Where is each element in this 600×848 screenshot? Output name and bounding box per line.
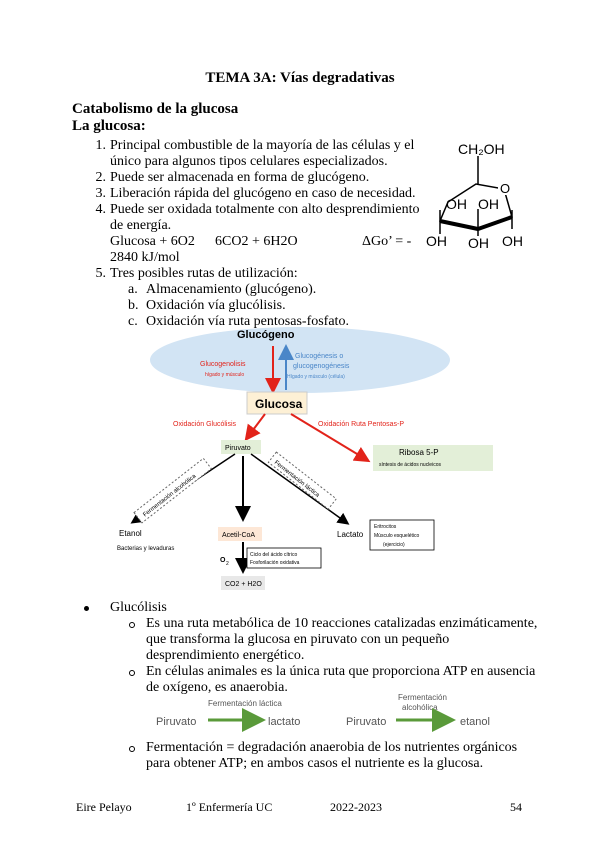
glucogenesis-label: Glucogénesis o xyxy=(295,353,344,360)
piruvato-1: Piruvato xyxy=(156,716,197,728)
list-item-line: único para algunos tipos celulares especializados. xyxy=(110,154,388,169)
oh-label: OH xyxy=(468,235,489,250)
ciclo-line: Fosforilación oxidativa xyxy=(250,560,300,566)
list-number: 3. xyxy=(95,186,106,201)
glucogenolisis-label: Glucogenolisis xyxy=(200,361,246,368)
equation-delta-g: ΔGo’ = - xyxy=(362,234,412,249)
ox-glucolisis-label: Oxidación Glucólisis xyxy=(173,421,237,428)
piruvato-label: Piruvato xyxy=(225,445,251,452)
co2-label: CO2 + H2O xyxy=(225,581,262,588)
list-number: 4. xyxy=(95,202,106,217)
glycogen-ellipse xyxy=(150,327,450,393)
paragraph-line: Es una ruta metabólica de 10 reacciones catalizadas enzimáticamente, xyxy=(146,616,538,631)
alcoholic-fermentation-tag xyxy=(134,458,211,522)
footer-author: Eire Pelayo xyxy=(76,800,132,814)
sub-item-label: b. xyxy=(128,298,139,313)
ferm-lact-label: Fermentación láctica xyxy=(272,459,321,499)
glucogenolisis-sub: hígado y músculo xyxy=(205,372,245,378)
etanol-label: Etanol xyxy=(119,529,142,538)
paragraph-line: En células animales es la única ruta que proporciona ATP en ausencia xyxy=(146,664,536,679)
sub-item-label: c. xyxy=(128,314,138,329)
oh-label: OH xyxy=(478,196,499,212)
list-number: 1. xyxy=(95,138,106,153)
o2-label: O xyxy=(220,557,226,564)
list-item-line: Liberación rápida del glucógeno en caso de necesidad. xyxy=(110,186,416,201)
eritro-line: Músculo esquelético xyxy=(374,533,420,539)
lactato-label: Lactato xyxy=(337,530,364,539)
paragraph-line: para obtener ATP; en ambos casos el nutriente es la glucosa. xyxy=(146,756,484,771)
sub-bullet xyxy=(129,746,135,752)
glycolysis-arrow xyxy=(247,414,265,438)
lactate-arrow xyxy=(251,454,347,523)
section-heading: Catabolismo de la glucosa xyxy=(72,101,239,117)
ciclo-line: Ciclo del ácido cítrico xyxy=(250,552,298,558)
list-number: 5. xyxy=(95,266,106,281)
paragraph-line: Fermentación = degradación anaerobia de los nutrientes orgánicos xyxy=(146,740,518,755)
glucogenesis-sub: Hígado y músculo (célula) xyxy=(287,374,345,380)
lactato-product: lactato xyxy=(268,716,301,728)
list-item-line: Puede ser oxidada totalmente con alto desprendimiento xyxy=(110,202,420,217)
page-title: TEMA 3A: Vías degradativas xyxy=(205,70,395,86)
metabolism-diagram xyxy=(115,326,510,598)
footer-year: 2022-2023 xyxy=(330,800,382,814)
alcoholic-label-1: Fermentación xyxy=(398,693,447,702)
bullet xyxy=(84,606,89,611)
list-item-line: Tres posibles rutas de utilización: xyxy=(110,266,298,281)
ribosa-sub: síntesis de ácidos nucleicos xyxy=(379,462,441,468)
etanol-sub: Bacterias y levaduras xyxy=(117,546,175,552)
footer-page: 54 xyxy=(510,800,522,814)
fermentation-diagram xyxy=(150,692,510,732)
footer-course: 1º Enfermería UC xyxy=(186,800,273,814)
ch2oh-label: CH₂OH xyxy=(458,141,505,157)
list-item-line: Principal combustible de la mayoría de las células y el xyxy=(110,138,415,153)
sub-item-text: Almacenamiento (glucógeno). xyxy=(146,282,317,297)
oh-label: OH xyxy=(446,196,467,212)
glucogenesis-label-2: glucogenogénesis xyxy=(293,363,350,370)
ox-pentosas-label: Oxidación Ruta Pentosas-P xyxy=(318,421,404,428)
sub-item-label: a. xyxy=(128,282,138,297)
o2-subscript: 2 xyxy=(226,561,229,567)
acetil-label: Acetil-CoA xyxy=(222,532,256,539)
list-number: 2. xyxy=(95,170,106,185)
ferm-alc-label: Fermentación alcohólica xyxy=(142,473,198,519)
paragraph-line: de oxígeno, es anaerobia. xyxy=(146,680,288,695)
oxygen-label: O xyxy=(500,181,511,196)
equation-right: 6CO2 + 6H2O xyxy=(215,234,298,249)
alcoholic-label-2: alcohólica xyxy=(402,703,438,712)
glucose-structure xyxy=(418,134,528,250)
eritro-line: Eritrocitos xyxy=(374,524,397,530)
list-item-line: de energía. xyxy=(110,218,172,233)
glucogeno-label: Glucógeno xyxy=(237,329,295,341)
lactic-label: Fermentación láctica xyxy=(208,699,282,708)
sub-bullet xyxy=(129,622,135,628)
etanol-product: etanol xyxy=(460,716,490,728)
subheading: La glucosa: xyxy=(72,118,146,134)
bold-bond xyxy=(440,221,478,229)
piruvato-2: Piruvato xyxy=(346,716,387,728)
paragraph-line: que transforma la glucosa en piruvato con un pequeño xyxy=(146,632,450,647)
lactic-fermentation-tag xyxy=(268,452,336,509)
sub-item-text: Oxidación vía glucólisis. xyxy=(146,298,286,313)
sub-item-text: Oxidación vía ruta pentosas-fosfato. xyxy=(146,314,349,329)
list-item-line: Puede ser almacenada en forma de glucógeno. xyxy=(110,170,370,185)
sub-bullet xyxy=(129,670,135,676)
oh-label: OH xyxy=(426,233,447,249)
glucolisis-heading: Glucólisis xyxy=(110,600,167,615)
oh-label: OH xyxy=(502,233,523,249)
equation-energy: 2840 kJ/mol xyxy=(110,250,180,265)
glucosa-label: Glucosa xyxy=(255,397,303,411)
bold-bond xyxy=(478,217,512,229)
ribosa-label: Ribosa 5-P xyxy=(399,448,439,457)
eritro-line: (ejercicio) xyxy=(383,542,405,548)
paragraph-line: desprendimiento energético. xyxy=(146,648,305,663)
equation-left: Glucosa + 6O2 xyxy=(110,234,195,249)
